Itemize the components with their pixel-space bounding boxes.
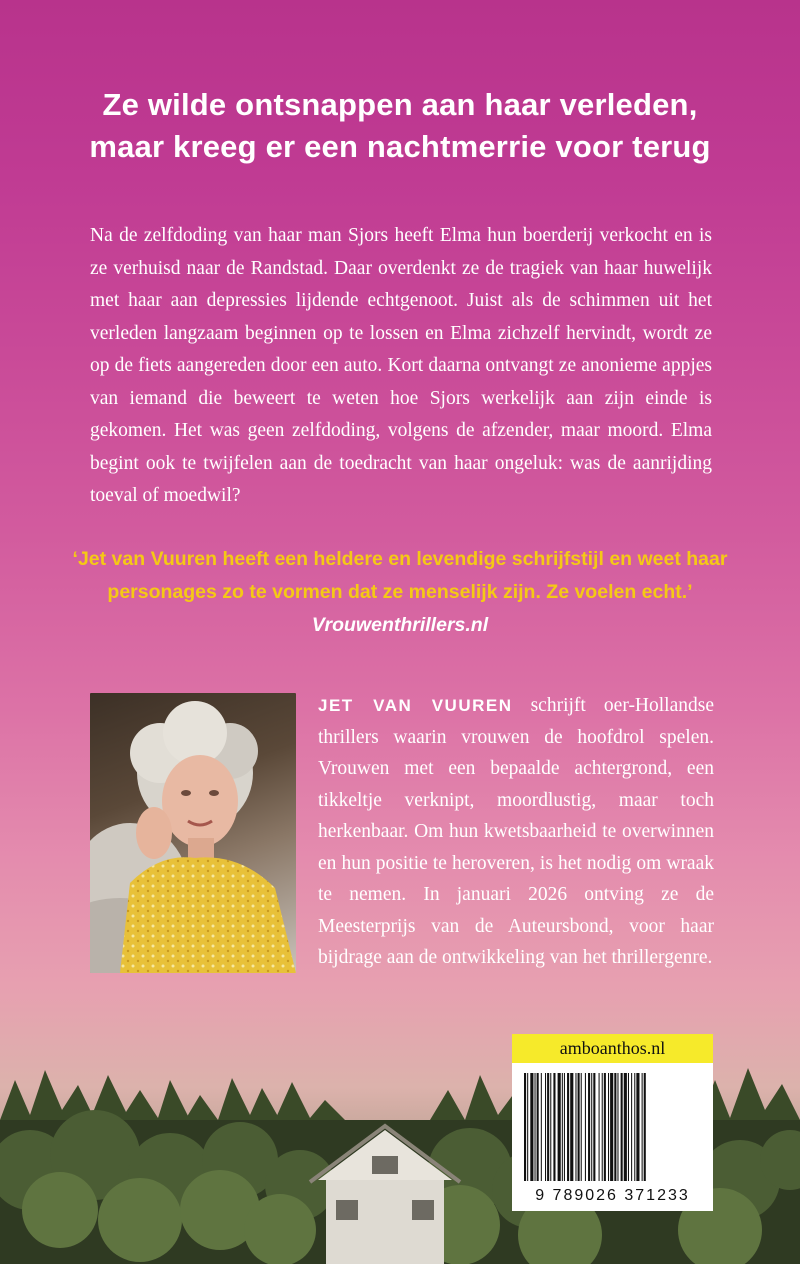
barcode-bar [527, 1073, 528, 1181]
barcode-bar [614, 1073, 616, 1181]
barcode-area [512, 1063, 713, 1211]
barcode-bar [570, 1073, 573, 1181]
barcode-bar [541, 1073, 542, 1181]
quote-line-1: ‘Jet van Vuuren heeft een heldere en levendige schrijfstijl en weet haar [72, 548, 728, 570]
book-blurb: Na de zelfdoding van haar man Sjors heeft Elma hun boerderij verkocht en is ze verhuisd naar de Randstad. Daar overdenkt ze de tragiek van haar huwelijk met haar aan depressies lijdende echtgenoot. Juist als de schimmen uit het verleden langzaam beginnen op te lossen en Elma zichzelf hervindt, wordt ze op de fiets aangereden door een auto. Kort daarna ontvangt ze anonieme appjes van iemand die beweert te weten hoe Sjors werkelijk aan zijn einde is gekomen. Het was geen zelfdoding, volgens de afzender, maar moord. Elma begint ook te twijfelen aan de toedracht van haar ongeluk: was de aanrijding toeval of moedwil? [90, 225, 712, 506]
barcode-bar [631, 1073, 632, 1181]
author-bio-text: schrijft oer-Hollandse thrillers waarin vrouwen de hoofdrol spelen. Vrouwen met een bepaalde achtergrond, een tikkeltje verknipt, moordlustig, maar toch herkenbaar. Om hun kwetsbaarheid te overwinnen en hun positie te heroveren, is het nodig om wraak te nemen. In januari 2026 ontving ze de Meesterprijs van de Auteursbond, voor haar bijdrage aan de ontwikkeling van het thrillergenre. [318, 695, 714, 968]
barcode-bar [585, 1073, 586, 1181]
barcode-bar [588, 1073, 590, 1181]
publisher-website: amboanthos.nl [512, 1034, 713, 1063]
barcode-bar [578, 1073, 580, 1181]
barcode-bar [530, 1073, 533, 1181]
barcode-bar [624, 1073, 627, 1181]
barcode-bar [553, 1073, 555, 1181]
barcode-bar [602, 1073, 603, 1181]
barcode-bar [617, 1073, 618, 1181]
barcode-bar [524, 1073, 526, 1181]
barcode-bar [628, 1073, 629, 1181]
review-quote [0, 543, 800, 642]
barcode-bar [634, 1073, 635, 1181]
barcode-bar [550, 1073, 551, 1181]
barcode-bar [575, 1073, 576, 1181]
headline [0, 84, 800, 168]
barcode-bar [599, 1073, 600, 1181]
barcode-bar [593, 1073, 595, 1181]
barcode-bar [610, 1073, 613, 1181]
barcode-bar [621, 1073, 623, 1181]
isbn-number: 9 789026 371233 [535, 1187, 690, 1204]
barcode-bar [608, 1073, 609, 1181]
barcode-bar [581, 1073, 582, 1181]
barcode-bar [547, 1073, 549, 1181]
barcode-bar [535, 1073, 536, 1181]
barcode-bar [604, 1073, 606, 1181]
barcode-bar [562, 1073, 563, 1181]
headline-line-2: maar kreeg er een nachtmerrie voor terug [89, 129, 711, 164]
barcode-box [512, 1034, 713, 1211]
barcode-bar [537, 1073, 539, 1181]
quote-line-2: personages zo te vormen dat ze menselijk zijn. Ze voelen echt.’ [107, 581, 693, 603]
barcode-bar [591, 1073, 592, 1181]
barcode-bar [564, 1073, 565, 1181]
author-bio [318, 690, 714, 974]
barcode-bar [636, 1073, 639, 1181]
barcode-bar [558, 1073, 561, 1181]
barcode-bar [567, 1073, 569, 1181]
author-name: JET VAN VUUREN [318, 696, 513, 715]
author-photo [90, 693, 296, 973]
barcode-graphic [524, 1073, 701, 1183]
headline-line-1: Ze wilde ontsnappen aan haar verleden, [102, 87, 698, 122]
barcode-bar [644, 1073, 646, 1181]
barcode-bar [642, 1073, 643, 1181]
quote-source: Vrouwenthrillers.nl [311, 614, 489, 636]
barcode-bar [545, 1073, 546, 1181]
